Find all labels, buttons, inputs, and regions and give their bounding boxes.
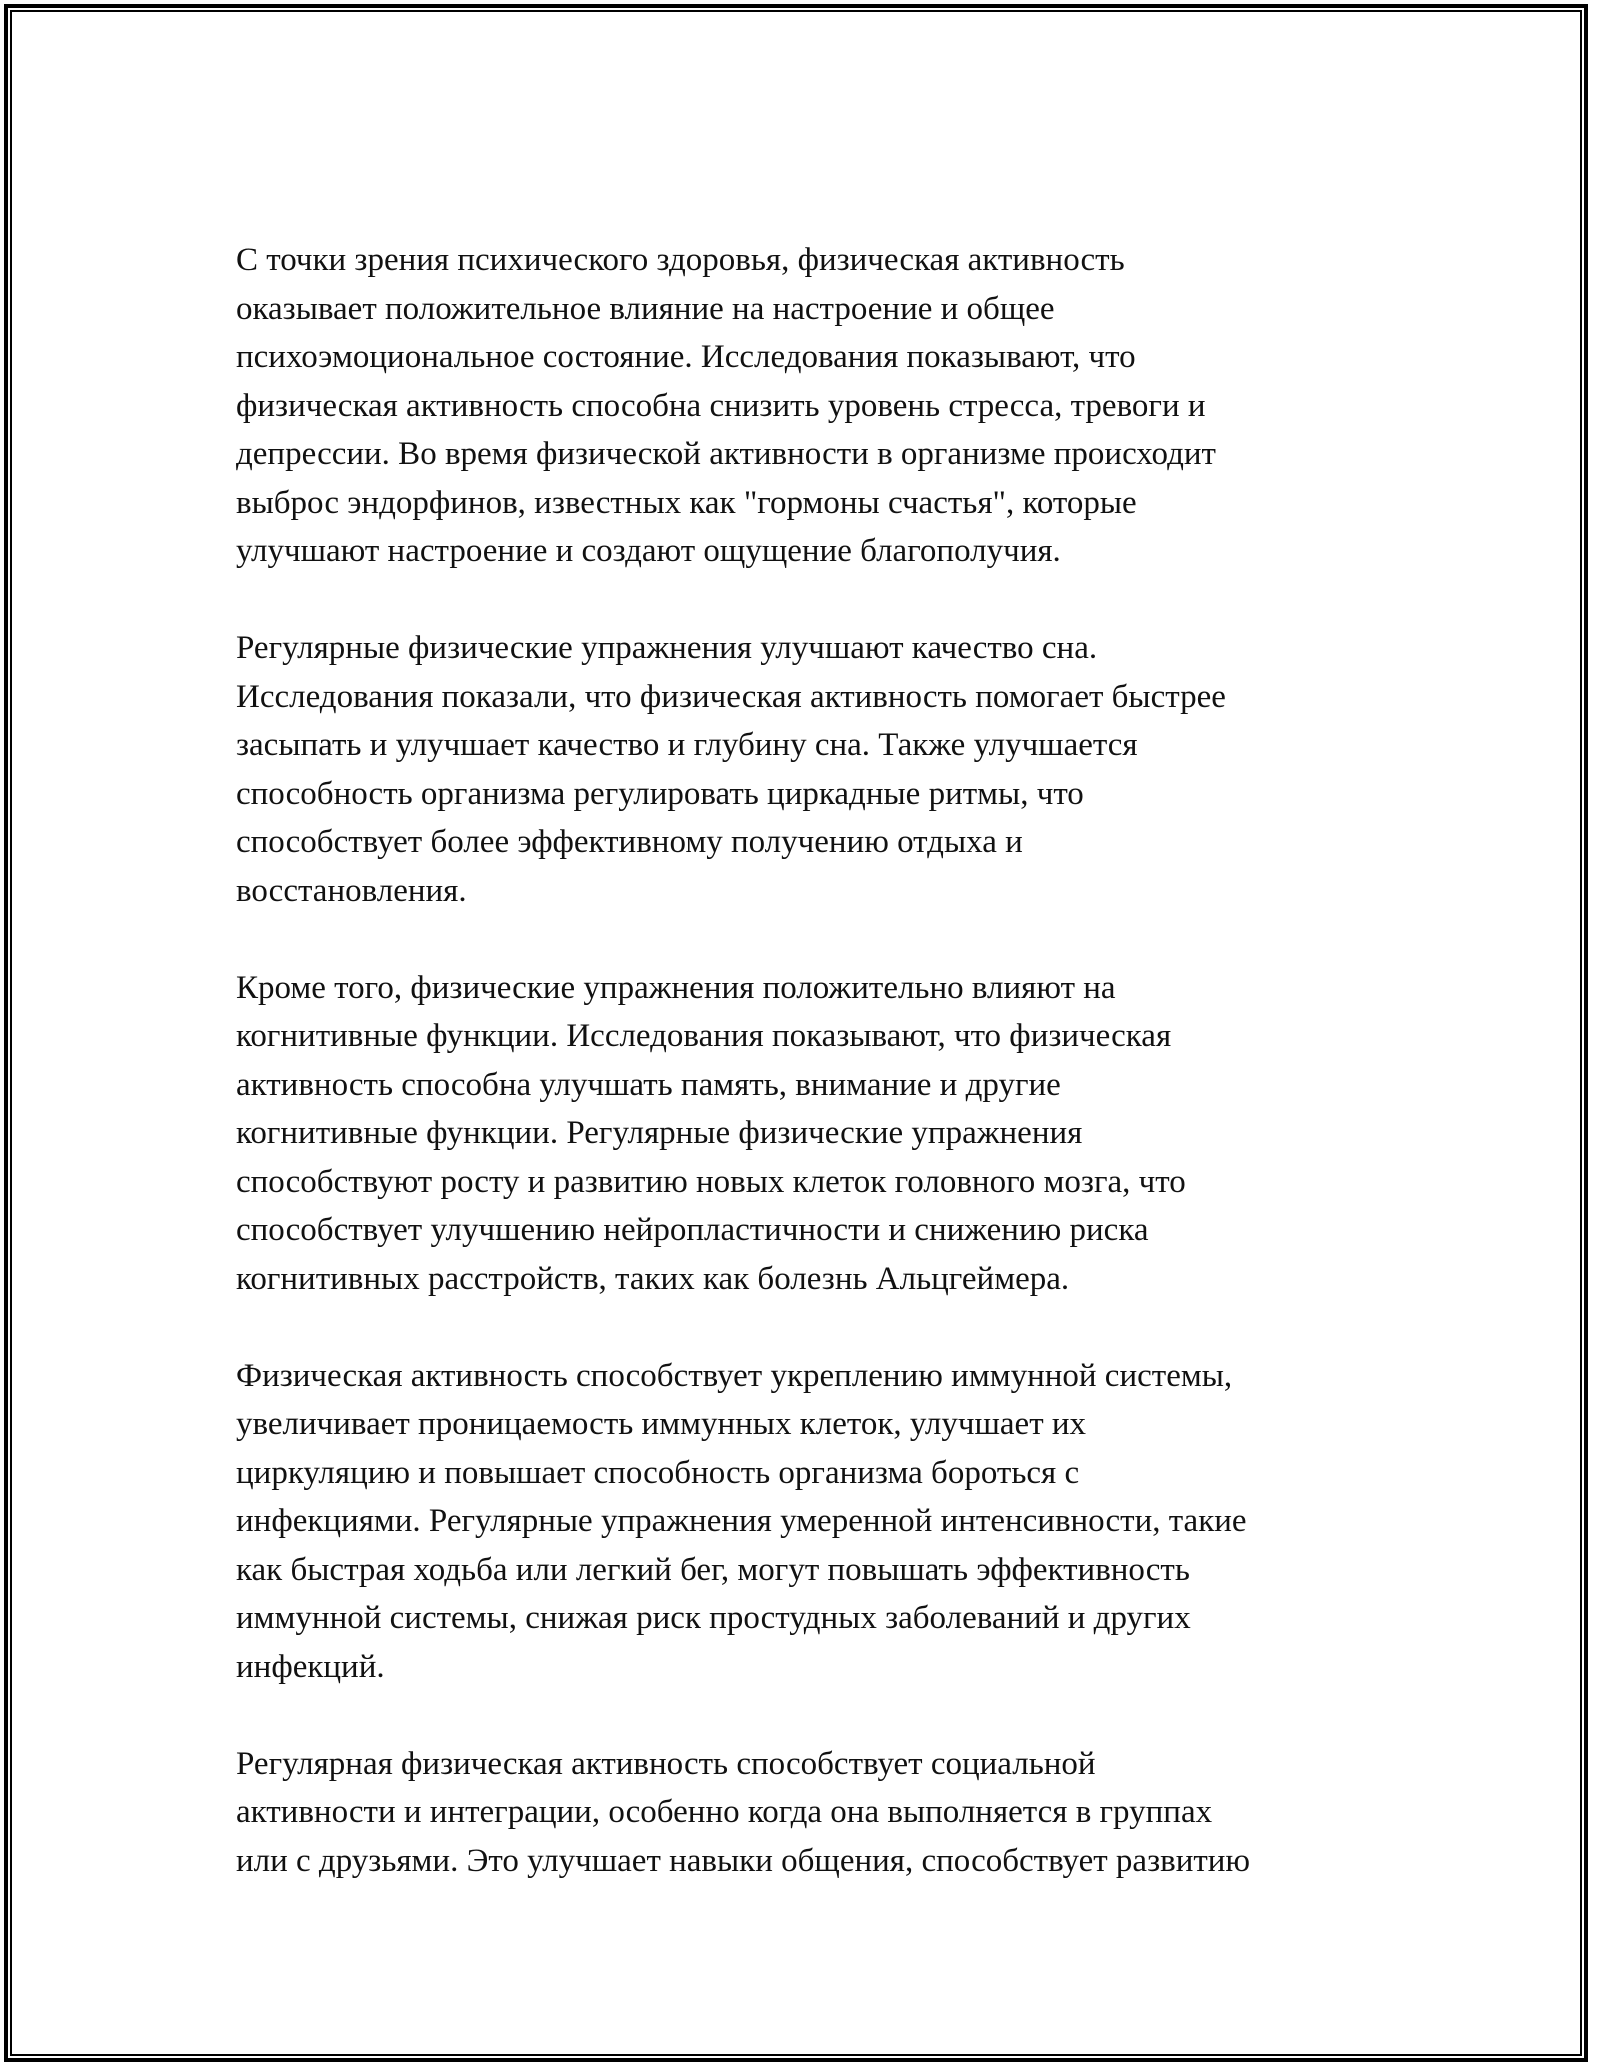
paragraph-mental-health: С точки зрения психического здоровья, физическая активность оказывает положительное влияние на настроение и общее психоэмоциональное состояние. Исследования показывают, что физическая активность способна снизить уровень стресса, тревоги и депрессии. Во время физической активности в организме происходит выброс эндорфинов, известных как "гормоны счастья", которые улучшают настроение и создают ощущение благополучия.	[236, 242, 1216, 569]
paragraph-immune: Физическая активность способствует укреплению иммунной системы, увеличивает проницаемость иммунных клеток, улучшает их циркуляцию и повышает способность организма бороться с инфекциями. Регулярные упражнения умеренной интенсивности, такие как быстрая ходьба или легкий бег, могут повышать эффективность иммунной системы, снижая риск простудных заболеваний и других инфекций.	[236, 1357, 1247, 1685]
paragraph-sleep: Регулярные физические упражнения улучшают качество сна. Исследования показали, что физическая активность помогает быстрее засыпать и улучшает качество и глубину сна. Также улучшается способность организма регулировать циркадные ритмы, что способствует более эффективному получению отдыха и восстановления.	[236, 630, 1226, 909]
document-body	[236, 236, 1376, 1934]
paragraph-cognitive: Кроме того, физические упражнения положительно влияют на когнитивные функции. Исследования показывают, что физическая активность способна улучшать память, внимание и другие когнитивные функции. Регулярные физические упражнения способствуют росту и развитию новых клеток головного мозга, что способствует улучшению нейропластичности и снижению риска когнитивных расстройств, таких как болезнь Альцгеймера.	[236, 969, 1186, 1297]
paragraph-social: Регулярная физическая активность способствует социальной активности и интеграции, особенно когда она выполняется в группах или с друзьями. Это улучшает навыки общения, способствует развитию	[236, 1745, 1251, 1879]
